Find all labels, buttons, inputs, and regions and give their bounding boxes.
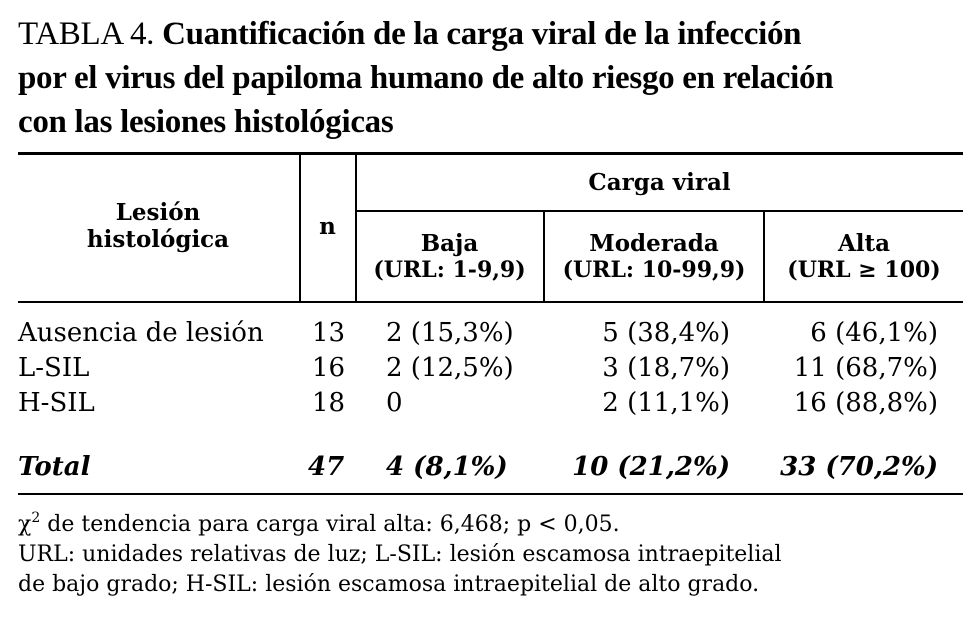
chi-symbol: χ (18, 512, 32, 537)
header-carga-viral: Carga viral (588, 169, 731, 196)
header-alta-label: Alta (837, 230, 891, 257)
footnotes (18, 510, 968, 600)
total-baja: 4 (8,1%) (386, 452, 508, 482)
header-n: n (319, 213, 336, 240)
header-lesion-line1: Lesión (115, 199, 201, 226)
table-top-rule (18, 152, 963, 155)
header-baja (356, 230, 543, 283)
chi-text: de tendencia para carga viral alta: 6,468; p < 0,05. (40, 512, 620, 537)
row-alta: 6 (46,1%) (810, 318, 938, 348)
row-moderada: 3 (18,7%) (602, 353, 730, 383)
footnote-line-2: URL: unidades relativas de luz; L-SIL: lesión escamosa intraepitelial (18, 542, 782, 567)
row-moderada: 5 (38,4%) (602, 318, 730, 348)
header-lesion (18, 199, 298, 253)
header-moderada (545, 230, 763, 283)
header-baja-range: (URL: 1-9,9) (373, 257, 526, 283)
title-line-1 (18, 12, 968, 56)
row-lesion: Ausencia de lesión (18, 318, 264, 348)
total-label: Total (18, 452, 91, 482)
row-alta: 16 (88,8%) (793, 388, 938, 418)
title-text-1: Cuantificación de la carga viral de la infección (162, 16, 802, 52)
row-baja: 0 (386, 388, 403, 418)
total-moderada: 10 (21,2%) (572, 452, 730, 482)
header-moderada-range: (URL: 10-99,9) (562, 257, 746, 283)
table-title (18, 12, 968, 144)
footnote-chi (18, 510, 968, 540)
row-n: 18 (312, 388, 346, 418)
footnote-line-3: de bajo grado; H-SIL: lesión escamosa intraepitelial de alto grado. (18, 572, 760, 597)
row-baja: 2 (15,3%) (386, 318, 514, 348)
table-bottom-rule (18, 493, 963, 495)
title-line-2: por el virus del papiloma humano de alto riesgo en relación (18, 60, 834, 96)
row-alta: 11 (68,7%) (793, 353, 938, 383)
chi-superscript: 2 (31, 510, 41, 526)
carga-viral-underline (355, 210, 963, 212)
header-alta-range: (URL ≥ 100) (787, 257, 941, 283)
title-line-3: con las lesiones histológicas (18, 104, 394, 140)
header-alta (765, 230, 963, 283)
total-n: 47 (308, 452, 345, 482)
row-n: 16 (312, 353, 346, 383)
row-baja: 2 (12,5%) (386, 353, 514, 383)
header-bottom-rule (18, 301, 963, 303)
header-baja-label: Baja (420, 230, 479, 257)
row-moderada: 2 (11,1%) (602, 388, 730, 418)
row-n: 13 (312, 318, 346, 348)
row-lesion: H-SIL (18, 388, 95, 418)
table-label: TABLA 4. (18, 16, 155, 52)
total-alta: 33 (70,2%) (780, 452, 938, 482)
row-lesion: L-SIL (18, 353, 90, 383)
header-moderada-label: Moderada (589, 230, 719, 257)
header-lesion-line2: histológica (86, 226, 230, 253)
